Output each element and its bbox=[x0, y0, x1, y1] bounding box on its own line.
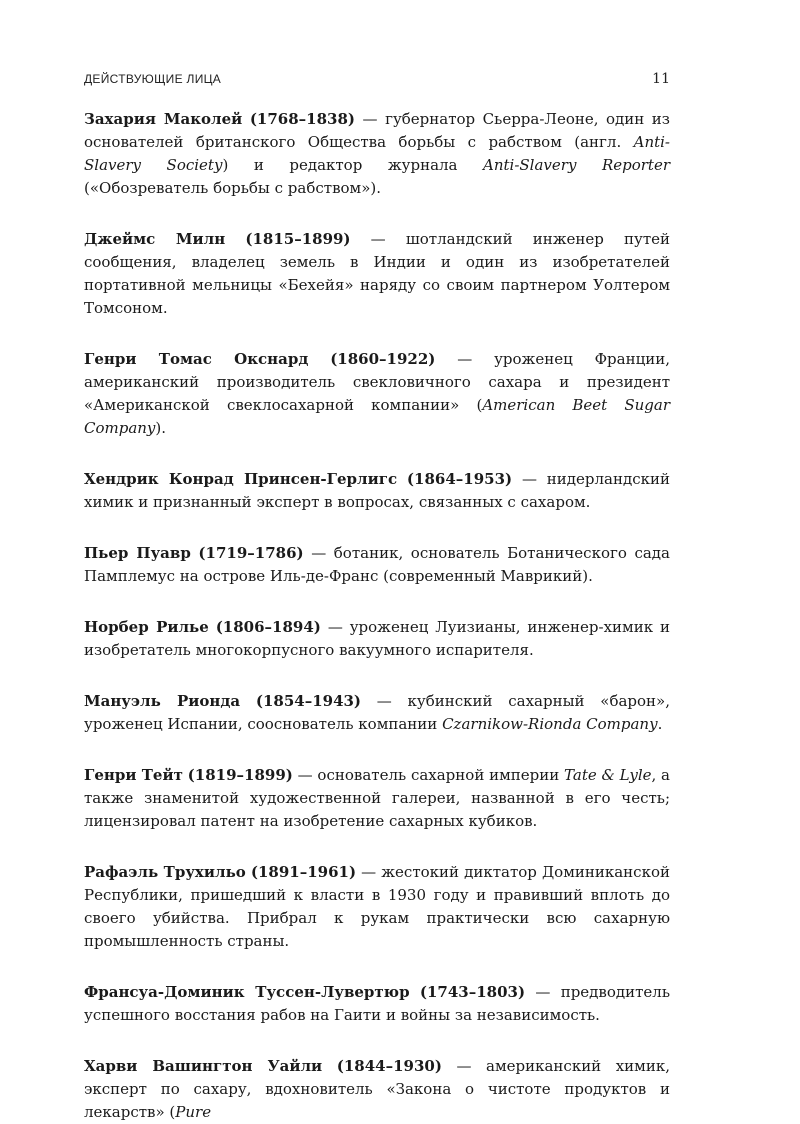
entry-name: Генри Томас Окснард bbox=[84, 350, 309, 368]
entry-italic: Tate & Lyle bbox=[564, 766, 652, 784]
entry-text: . bbox=[657, 715, 663, 733]
entry-prinsen-geerligs bbox=[84, 468, 670, 514]
entry-toussaint-louverture bbox=[84, 981, 670, 1027]
entry-text: — нидерландский химик и признанный эксперт в вопросах, связанных с сахаром. bbox=[84, 470, 670, 511]
entry-text: — уроженец Луизианы, инженер-химик и изобретатель многокорпусного вакуумного испарителя. bbox=[84, 618, 670, 659]
entry-italic: Anti-Slavery Reporter bbox=[483, 156, 670, 174]
entry-dates: (1891–1961) bbox=[250, 863, 357, 881]
entry-rillieux bbox=[84, 616, 670, 662]
entry-poivre bbox=[84, 542, 670, 588]
entry-name: Мануэль Рионда bbox=[84, 692, 241, 710]
entry-italic: Pure bbox=[175, 1103, 212, 1121]
entry-text: — уроженец Франции, американский производитель свекловичного сахара и президент «Американской свеклосахарной компании» ( bbox=[84, 350, 670, 414]
entry-dates: (1854–1943) bbox=[255, 692, 362, 710]
entry-dates: (1860–1922) bbox=[330, 350, 436, 368]
entry-text: ) и редактор журнала bbox=[222, 156, 484, 174]
entry-dates: (1719–1786) bbox=[198, 544, 304, 562]
character-list bbox=[84, 108, 670, 1124]
entry-oxnard bbox=[84, 348, 670, 440]
entry-dates: (1743–1803) bbox=[419, 983, 526, 1001]
entry-name: Пьер Пуавр bbox=[84, 544, 191, 562]
entry-text: — шотландский инженер путей сообщения, владелец земель в Индии и один из изобретателей портативной мельницы «Бехейя» наряду со своим партнером Уолтером Томсоном. bbox=[84, 230, 670, 317]
page-number: 11 bbox=[652, 71, 670, 87]
entry-dates: (1844–1930) bbox=[336, 1057, 442, 1075]
entry-name: Джеймс Милн bbox=[84, 230, 226, 248]
entry-text: — основатель сахарной империи bbox=[292, 766, 565, 784]
running-head: ДЕЙСТВУЮЩИЕ ЛИЦА bbox=[84, 72, 222, 86]
entry-macaulay bbox=[84, 108, 670, 200]
entry-name: Генри Тейт bbox=[84, 766, 183, 784]
entry-dates: (1768–1838) bbox=[249, 110, 356, 128]
entry-dates: (1819–1899) bbox=[187, 766, 293, 784]
entry-text: — предводитель успешного восстания рабов на Гаити и войны за независимость. bbox=[84, 983, 670, 1024]
entry-name: Рафаэль Трухильо bbox=[84, 863, 246, 881]
entry-dates: (1864–1953) bbox=[406, 470, 513, 488]
entry-wiley bbox=[84, 1055, 670, 1124]
entry-trujillo bbox=[84, 861, 670, 953]
entry-italic: American Beet Sugar Company bbox=[84, 396, 670, 437]
entry-rionda bbox=[84, 690, 670, 736]
entry-text: — ботаник, основатель Ботанического сада Памплемус на острове Иль-де-Франс (современный Маврикий). bbox=[84, 544, 670, 585]
entry-name: Франсуа-Доминик Туссен-Лувертюр bbox=[84, 983, 410, 1001]
entry-dates: (1806–1894) bbox=[215, 618, 321, 636]
entry-name: Хендрик Конрад Принсен-Герлигс bbox=[84, 470, 398, 488]
entry-name: Норбер Рилье bbox=[84, 618, 209, 636]
entry-dates: (1815–1899) bbox=[245, 230, 351, 248]
entry-text: , а также знаменитой художественной галереи, названной в его честь; лицензировал патент на изобретение сахарных кубиков. bbox=[84, 766, 670, 830]
entry-text: — губернатор Сьерра-Леоне, один из основателей британского Общества борьбы с рабством (англ. bbox=[84, 110, 670, 151]
entry-text: — жестокий диктатор Доминиканской Республики, пришедший к власти в 1930 году и правивший вплоть до своего убийства. Прибрал к рукам практически всю сахарную промышленность страны. bbox=[84, 863, 670, 950]
entry-name: Харви Вашингтон Уайли bbox=[84, 1057, 323, 1075]
entry-name: Захария Маколей bbox=[84, 110, 243, 128]
entry-milne bbox=[84, 228, 670, 320]
entry-italic: Czarnikow-Rionda Company bbox=[442, 715, 658, 733]
entry-italic: Anti-Slavery Society bbox=[84, 133, 670, 174]
entry-text: — американский химик, эксперт по сахару, вдохновитель «Закона о чистоте продуктов и лекарств» ( bbox=[84, 1057, 670, 1121]
entry-text: («Обозреватель борьбы с рабством»). bbox=[84, 179, 382, 197]
entry-text: ). bbox=[155, 419, 167, 437]
entry-tate bbox=[84, 764, 670, 833]
entry-text: — кубинский сахарный «барон», уроженец Испании, сооснователь компании bbox=[84, 692, 670, 733]
